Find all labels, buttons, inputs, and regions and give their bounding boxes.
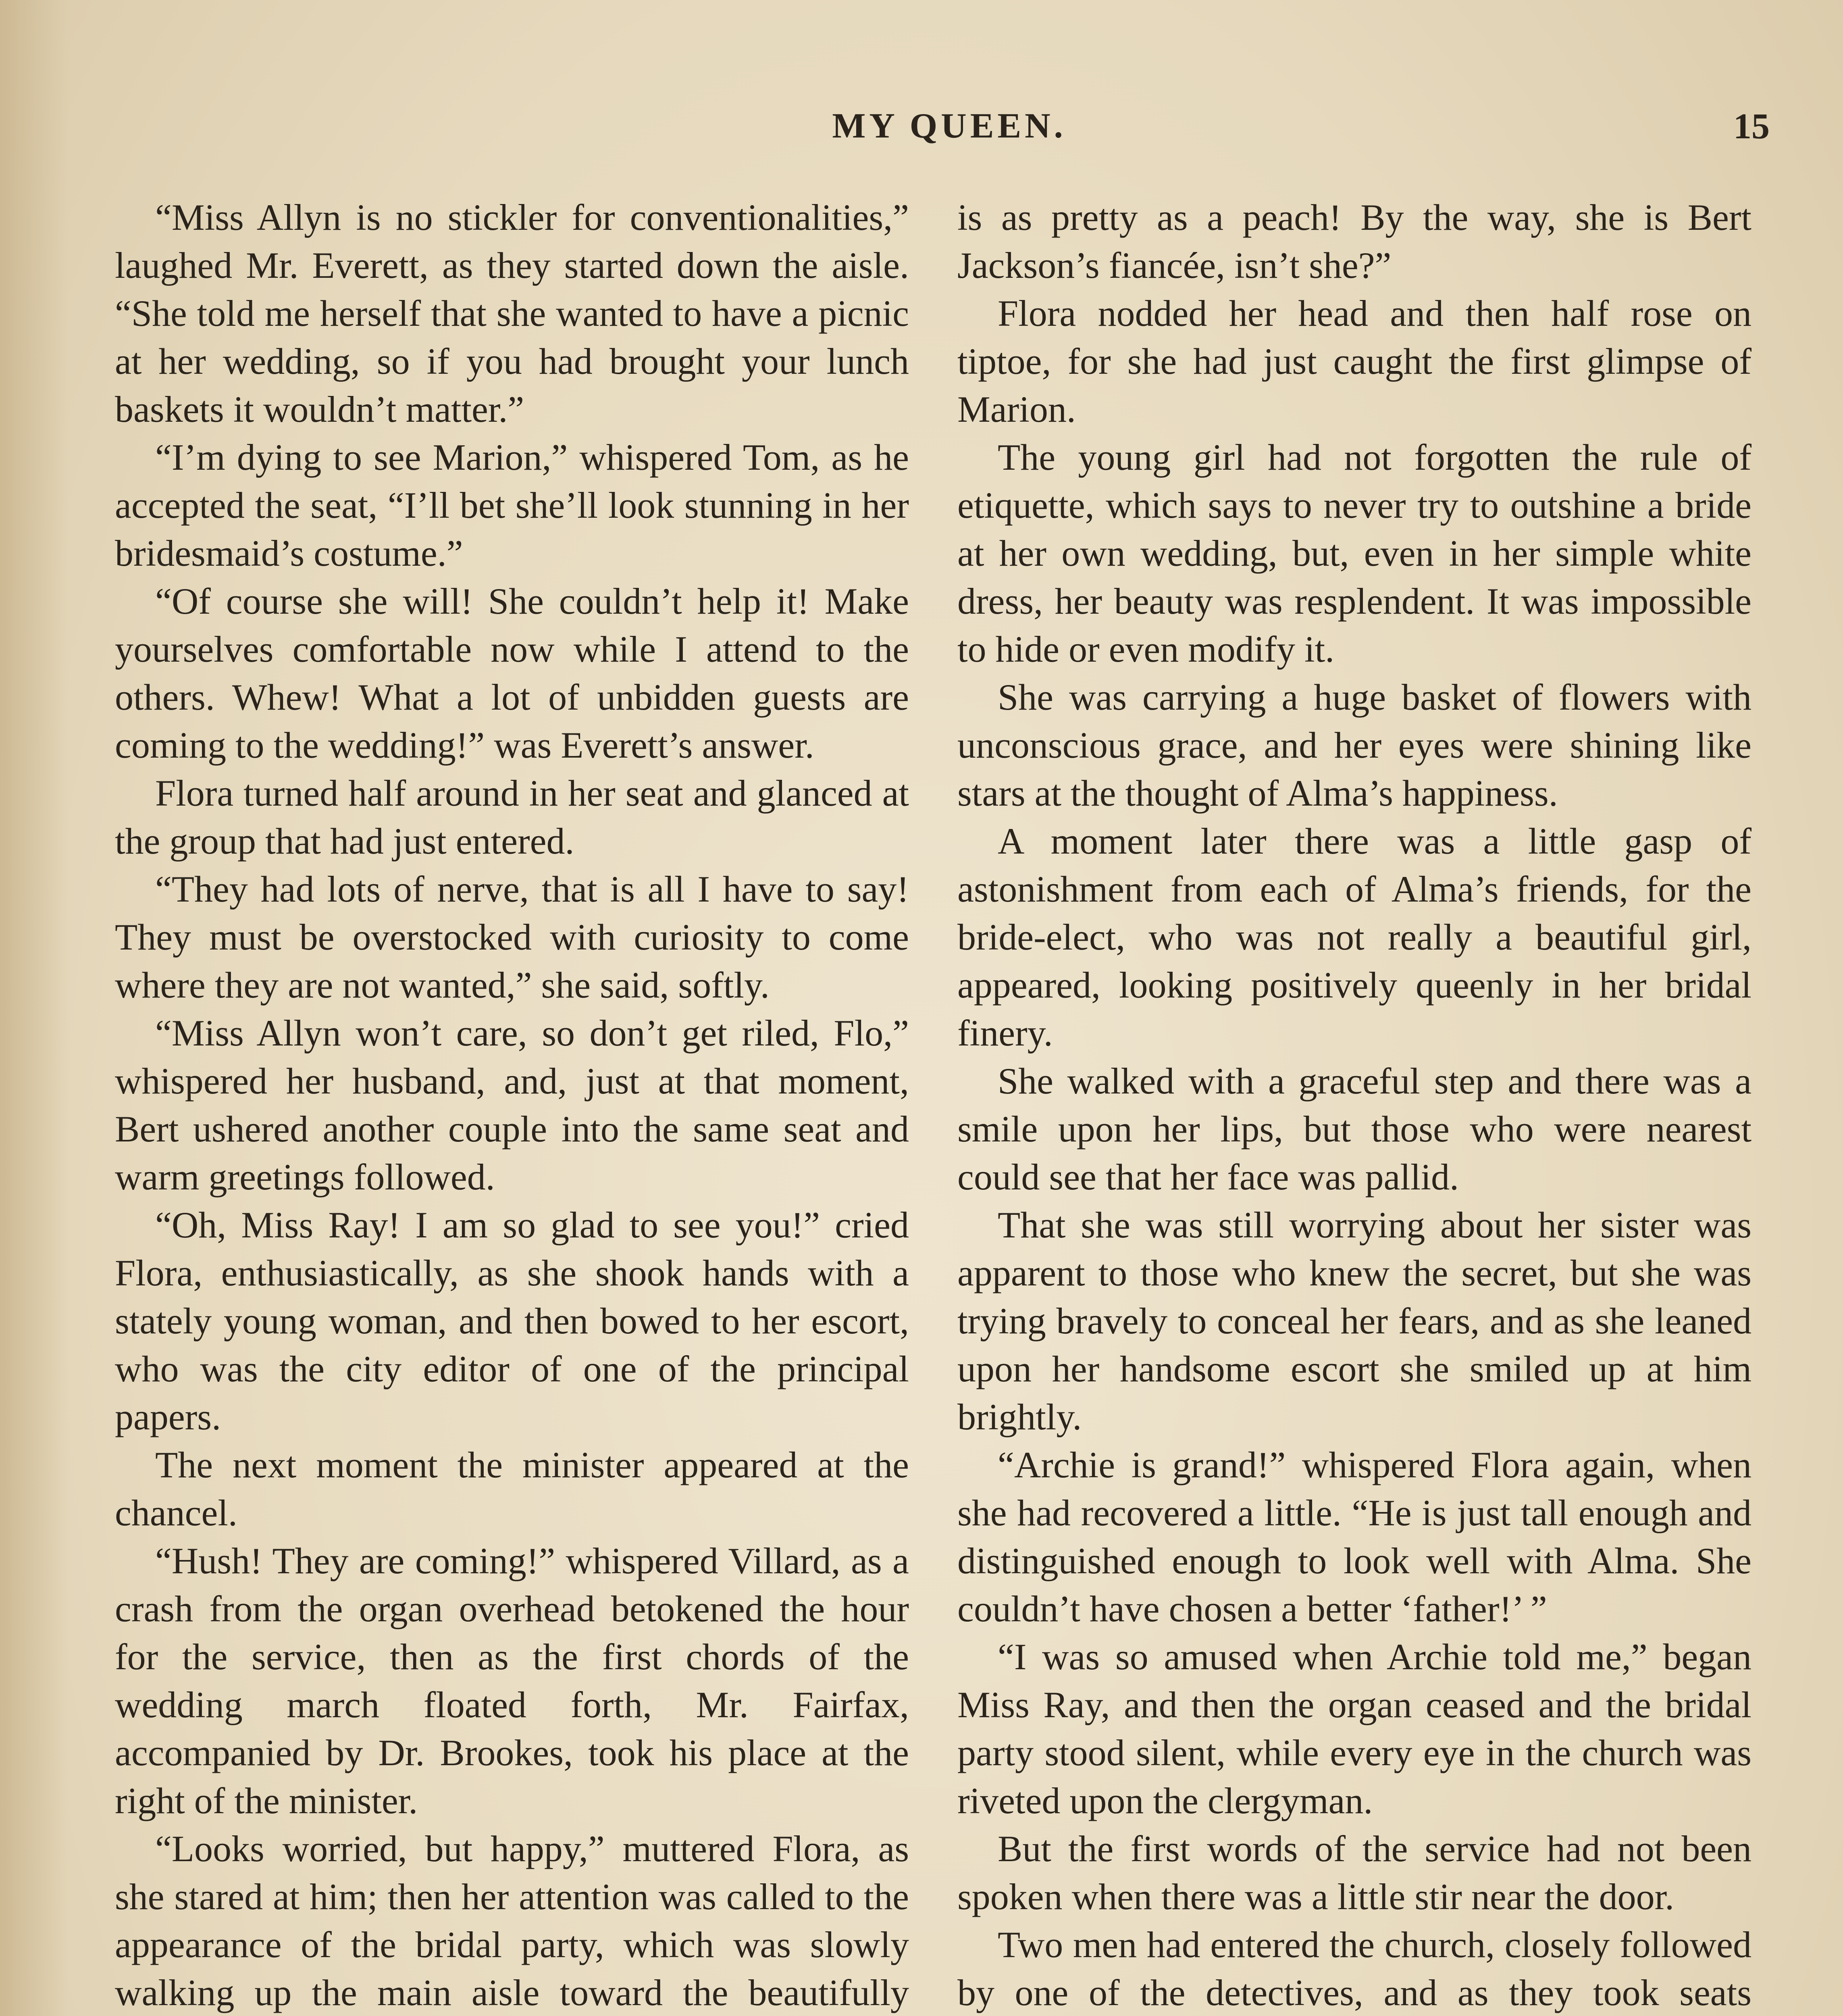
page-header — [113, 106, 1786, 162]
paragraph: “I was so amused when Archie told me,” began Miss Ray, and then the organ ceased and the bridal party stood silent, while every eye in the church was riveted upon the clergyman. — [957, 1636, 1751, 1821]
paragraph: “They had lots of nerve, that is all I have to say! They must be overstocked with curiosity to come where they are not wanted,” she said, softly. — [115, 868, 909, 1006]
paragraph: A moment later there was a little gasp of astonishment from each of Alma’s friends, for the bride-elect, who was not really a beautiful girl, appeared, looking positively queenly in her bridal finery. — [957, 821, 1751, 1054]
paragraph: Flora turned half around in her seat and glanced at the group that had just entered. — [115, 773, 909, 862]
paragraph: “I’m dying to see Marion,” whispered Tom, as he accepted the seat, “I’ll bet she’ll look stunning in her bridesmaid’s costume.” — [115, 437, 909, 574]
running-head: MY QUEEN. — [832, 106, 1067, 146]
paragraph: Flora nodded her head and then half rose on tiptoe, for she had just caught the first glimpse of Marion. — [957, 293, 1751, 430]
paragraph: “Miss Allyn is no stickler for conventionalities,” laughed Mr. Everett, as they started down the aisle. “She told me herself that she wanted to have a picnic at her wedding, so if you had brought your lunch baskets it wouldn’t matter.” — [115, 197, 909, 430]
paragraph: The next moment the minister appeared at the chancel. — [115, 1444, 909, 1533]
paragraph: “Hush! They are coming!” whispered Villard, as a crash from the organ overhead betokened the hour for the service, then as the first chords of the wedding march floated forth, Mr. Fairfax, accompanied by Dr. Brookes, took his place at the right of the minister. — [115, 1540, 909, 1821]
right-text-column — [957, 194, 1751, 2016]
page-number: 15 — [1733, 106, 1770, 146]
page-edge-shadow — [0, 0, 69, 2016]
paragraph: “Oh, Miss Ray! I am so glad to see you!” cried Flora, enthusiastically, as she shook hands with a stately young woman, and then bowed to her escort, who was the city editor of one of the principal papers. — [115, 1204, 909, 1437]
paragraph: Two men had entered the church, closely followed by one of the detectives, and as they took seats — [957, 1924, 1751, 2013]
paragraph: is as pretty as a peach! By the way, she is Bert Jackson’s fiancée, isn’t she?” — [957, 197, 1751, 286]
paragraph: She was carrying a huge basket of flowers with unconscious grace, and her eyes were shining like stars at the thought of Alma’s happiness. — [957, 677, 1751, 814]
paragraph: “Of course she will! She couldn’t help it! Make yourselves comfortable now while I attend to the others. Whew! What a lot of unbidden guests are coming to the wedding!” was Everett’s answer. — [115, 581, 909, 766]
left-text-column — [115, 194, 909, 2016]
paragraph: “Looks worried, but happy,” muttered Flora, as she stared at him; then her attention was called to the appearance of the bridal party, which was slowly walking up the main aisle toward the beautifully — [115, 1828, 909, 2013]
paragraph: She walked with a graceful step and there was a smile upon her lips, but those who were nearest could see that her face was pallid. — [957, 1060, 1751, 1198]
paragraph: “Archie is grand!” whispered Flora again, when she had recovered a little. “He is just tall enough and distinguished enough to look well with Alma. She couldn’t have chosen a better ‘father!’ ” — [957, 1444, 1751, 1629]
paragraph: That she was still worrying about her sister was apparent to those who knew the secret, but she was trying bravely to conceal her fears, and as she leaned upon her handsome escort she smiled up at him brightly. — [957, 1204, 1751, 1437]
paragraph: But the first words of the service had not been spoken when there was a little stir near the door. — [957, 1828, 1751, 1917]
paragraph: “Miss Allyn won’t care, so don’t get riled, Flo,” whispered her husband, and, just at that moment, Bert ushered another couple into the same seat and warm greetings followed. — [115, 1012, 909, 1198]
paragraph: The young girl had not forgotten the rule of etiquette, which says to never try to outshine a bride at her own wedding, but, even in her simple white dress, her beauty was resplendent. It was impossible to hide or even modify it. — [957, 437, 1751, 670]
